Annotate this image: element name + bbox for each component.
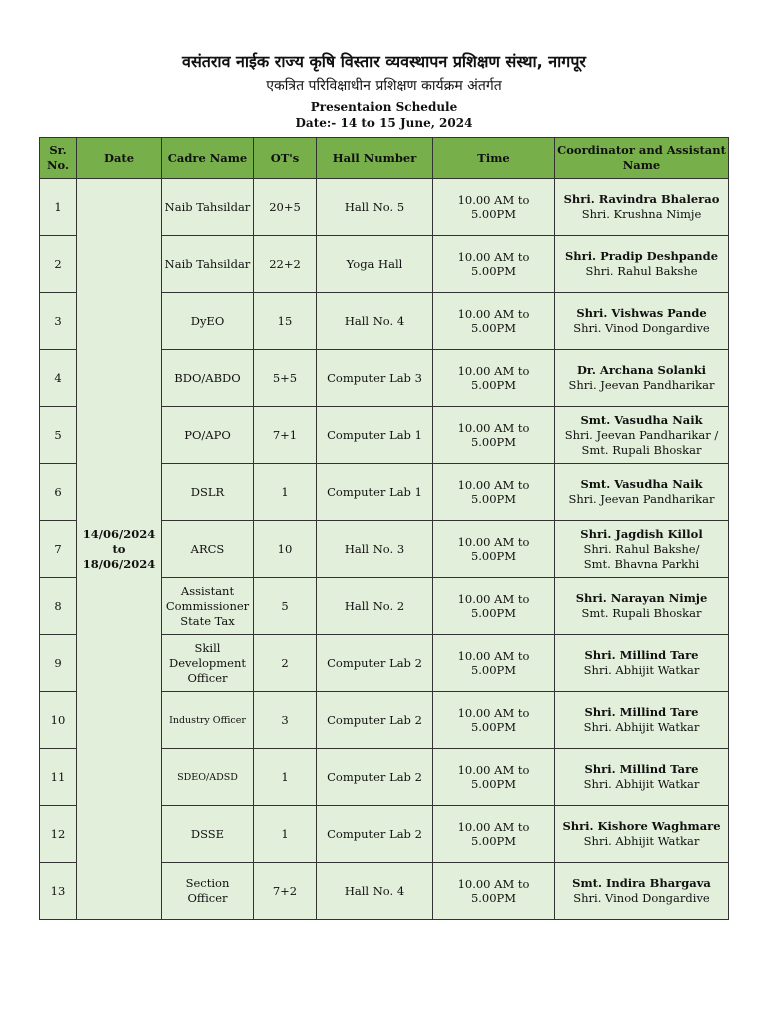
cell-hall-number: Yoga Hall	[317, 236, 433, 293]
cell-hall-number: Hall No. 4	[317, 863, 433, 920]
cell-coordinator	[555, 692, 729, 749]
assistant-name: Shri. Abhijit Watkar	[583, 720, 700, 734]
header-cadre-name: Cadre Name	[162, 138, 254, 179]
cell-hall-number: Computer Lab 2	[317, 635, 433, 692]
header-coordinator: Coordinator and Assistant Name	[555, 138, 729, 179]
cell-hall-number: Computer Lab 2	[317, 749, 433, 806]
coordinator-name: Shri. Jagdish Killol	[580, 526, 703, 541]
cell-cadre-name: Skill Development Officer	[162, 635, 254, 692]
cell-ots: 7+2	[254, 863, 317, 920]
assistant-name: Shri. Abhijit Watkar	[583, 834, 700, 848]
cell-sr-no: 3	[40, 293, 77, 350]
cell-ots: 3	[254, 692, 317, 749]
assistant-name: Shri. Rahul Bakshe/	[583, 541, 700, 556]
coordinator-name: Shri. Vishwas Pande	[576, 306, 707, 320]
cell-hall-number: Hall No. 4	[317, 293, 433, 350]
coordinator-name: Smt. Vasudha Naik	[580, 477, 703, 491]
cell-cadre-name: Section Officer	[162, 863, 254, 920]
assistant-name: Shri. Jeevan Pandharikar /	[564, 427, 719, 442]
coordinator-name: Shri. Millind Tare	[584, 648, 699, 662]
cell-coordinator	[555, 407, 729, 464]
cell-ots: 10	[254, 521, 317, 578]
cell-ots: 1	[254, 749, 317, 806]
schedule-table	[39, 137, 729, 920]
cell-cadre-name: BDO/ABDO	[162, 350, 254, 407]
cell-coordinator	[555, 293, 729, 350]
cell-cadre-name: ARCS	[162, 521, 254, 578]
cell-ots: 1	[254, 806, 317, 863]
cell-sr-no: 13	[40, 863, 77, 920]
cell-time: 10.00 AM to 5.00PM	[433, 293, 555, 350]
cell-sr-no: 9	[40, 635, 77, 692]
cell-coordinator	[555, 236, 729, 293]
cell-ots: 2	[254, 635, 317, 692]
header-date: Date	[77, 138, 162, 179]
schedule-date-range: Date:- 14 to 15 June, 2024	[295, 116, 473, 130]
cell-sr-no: 4	[40, 350, 77, 407]
cell-sr-no: 8	[40, 578, 77, 635]
cell-ots: 5	[254, 578, 317, 635]
assistant-name-2: Smt. Bhavna Parkhi	[583, 556, 700, 571]
cell-time: 10.00 AM to 5.00PM	[433, 407, 555, 464]
cell-cadre-name: PO/APO	[162, 407, 254, 464]
cell-coordinator	[555, 350, 729, 407]
cell-cadre-name: DSLR	[162, 464, 254, 521]
cell-time: 10.00 AM to 5.00PM	[433, 521, 555, 578]
schedule-title: Presentaion Schedule	[310, 100, 458, 114]
institute-title: वसंतराव नाईक राज्य कृषि विस्तार व्यवस्थापन प्रशिक्षण संस्था, नागपूर	[182, 52, 586, 71]
table-row	[40, 179, 729, 236]
table-body	[40, 179, 729, 920]
cell-sr-no: 2	[40, 236, 77, 293]
assistant-name: Shri. Jeevan Pandharikar	[568, 492, 715, 506]
date-from: 14/06/2024	[82, 526, 156, 541]
assistant-name: Shri. Vinod Dongardive	[573, 891, 710, 905]
cell-ots: 7+1	[254, 407, 317, 464]
cell-cadre-name: DyEO	[162, 293, 254, 350]
cell-coordinator	[555, 464, 729, 521]
cell-ots: 20+5	[254, 179, 317, 236]
coordinator-name: Shri. Millind Tare	[584, 762, 699, 776]
cell-time: 10.00 AM to 5.00PM	[433, 179, 555, 236]
cell-ots: 22+2	[254, 236, 317, 293]
cell-coordinator	[555, 578, 729, 635]
coordinator-name: Shri. Narayan Nimje	[575, 591, 708, 605]
cell-cadre-name: Industry Officer	[162, 692, 254, 749]
cell-hall-number: Hall No. 5	[317, 179, 433, 236]
cell-ots: 15	[254, 293, 317, 350]
header-sr-no: Sr. No.	[40, 138, 77, 179]
cell-hall-number: Computer Lab 3	[317, 350, 433, 407]
program-subtitle: एकत्रित परिविक्षाधीन प्रशिक्षण कार्यक्रम अंतर्गत	[266, 78, 502, 94]
coordinator-name: Shri. Millind Tare	[584, 705, 699, 719]
assistant-name: Shri. Vinod Dongardive	[573, 321, 710, 335]
cell-sr-no: 7	[40, 521, 77, 578]
cell-cadre-name: DSSE	[162, 806, 254, 863]
cell-time: 10.00 AM to 5.00PM	[433, 236, 555, 293]
cell-hall-number: Hall No. 2	[317, 578, 433, 635]
cell-time: 10.00 AM to 5.00PM	[433, 863, 555, 920]
cell-time: 10.00 AM to 5.00PM	[433, 464, 555, 521]
cell-hall-number: Computer Lab 2	[317, 692, 433, 749]
assistant-name: Smt. Rupali Bhoskar	[581, 606, 702, 620]
header-ots: OT's	[254, 138, 317, 179]
assistant-name: Shri. Rahul Bakshe	[585, 264, 698, 278]
cell-cadre-name: Naib Tahsildar	[162, 179, 254, 236]
date-to-word: to	[112, 541, 126, 556]
assistant-name-2: Smt. Rupali Bhoskar	[581, 442, 702, 457]
cell-sr-no: 1	[40, 179, 77, 236]
cell-date-merged	[77, 179, 162, 920]
coordinator-name: Shri. Ravindra Bhalerao	[563, 192, 720, 206]
date-to: 18/06/2024	[82, 556, 156, 571]
cell-time: 10.00 AM to 5.00PM	[433, 806, 555, 863]
cell-sr-no: 10	[40, 692, 77, 749]
cell-sr-no: 5	[40, 407, 77, 464]
cell-coordinator	[555, 179, 729, 236]
assistant-name: Shri. Abhijit Watkar	[583, 777, 700, 791]
cell-cadre-name: SDEO/ADSD	[162, 749, 254, 806]
cell-coordinator	[555, 521, 729, 578]
cell-hall-number: Computer Lab 2	[317, 806, 433, 863]
cell-cadre-name: Assistant Commissioner State Tax	[162, 578, 254, 635]
cell-sr-no: 11	[40, 749, 77, 806]
cell-time: 10.00 AM to 5.00PM	[433, 635, 555, 692]
cell-time: 10.00 AM to 5.00PM	[433, 692, 555, 749]
table-header-row	[40, 138, 729, 179]
cell-hall-number: Hall No. 3	[317, 521, 433, 578]
assistant-name: Shri. Krushna Nimje	[581, 207, 702, 221]
cell-time: 10.00 AM to 5.00PM	[433, 350, 555, 407]
cell-sr-no: 6	[40, 464, 77, 521]
coordinator-name: Smt. Vasudha Naik	[580, 412, 703, 427]
assistant-name: Shri. Abhijit Watkar	[583, 663, 700, 677]
coordinator-name: Smt. Indira Bhargava	[572, 876, 711, 890]
cell-coordinator	[555, 863, 729, 920]
cell-coordinator	[555, 635, 729, 692]
assistant-name: Shri. Jeevan Pandharikar	[568, 378, 715, 392]
cell-coordinator	[555, 806, 729, 863]
cell-time: 10.00 AM to 5.00PM	[433, 578, 555, 635]
header-time: Time	[433, 138, 555, 179]
cell-ots: 1	[254, 464, 317, 521]
cell-cadre-name: Naib Tahsildar	[162, 236, 254, 293]
cell-time: 10.00 AM to 5.00PM	[433, 749, 555, 806]
cell-ots: 5+5	[254, 350, 317, 407]
cell-sr-no: 12	[40, 806, 77, 863]
coordinator-name: Shri. Pradip Deshpande	[564, 249, 719, 263]
cell-hall-number: Computer Lab 1	[317, 407, 433, 464]
coordinator-name: Shri. Kishore Waghmare	[562, 819, 721, 833]
cell-hall-number: Computer Lab 1	[317, 464, 433, 521]
cell-coordinator	[555, 749, 729, 806]
coordinator-name: Dr. Archana Solanki	[576, 363, 707, 377]
header-hall-number: Hall Number	[317, 138, 433, 179]
